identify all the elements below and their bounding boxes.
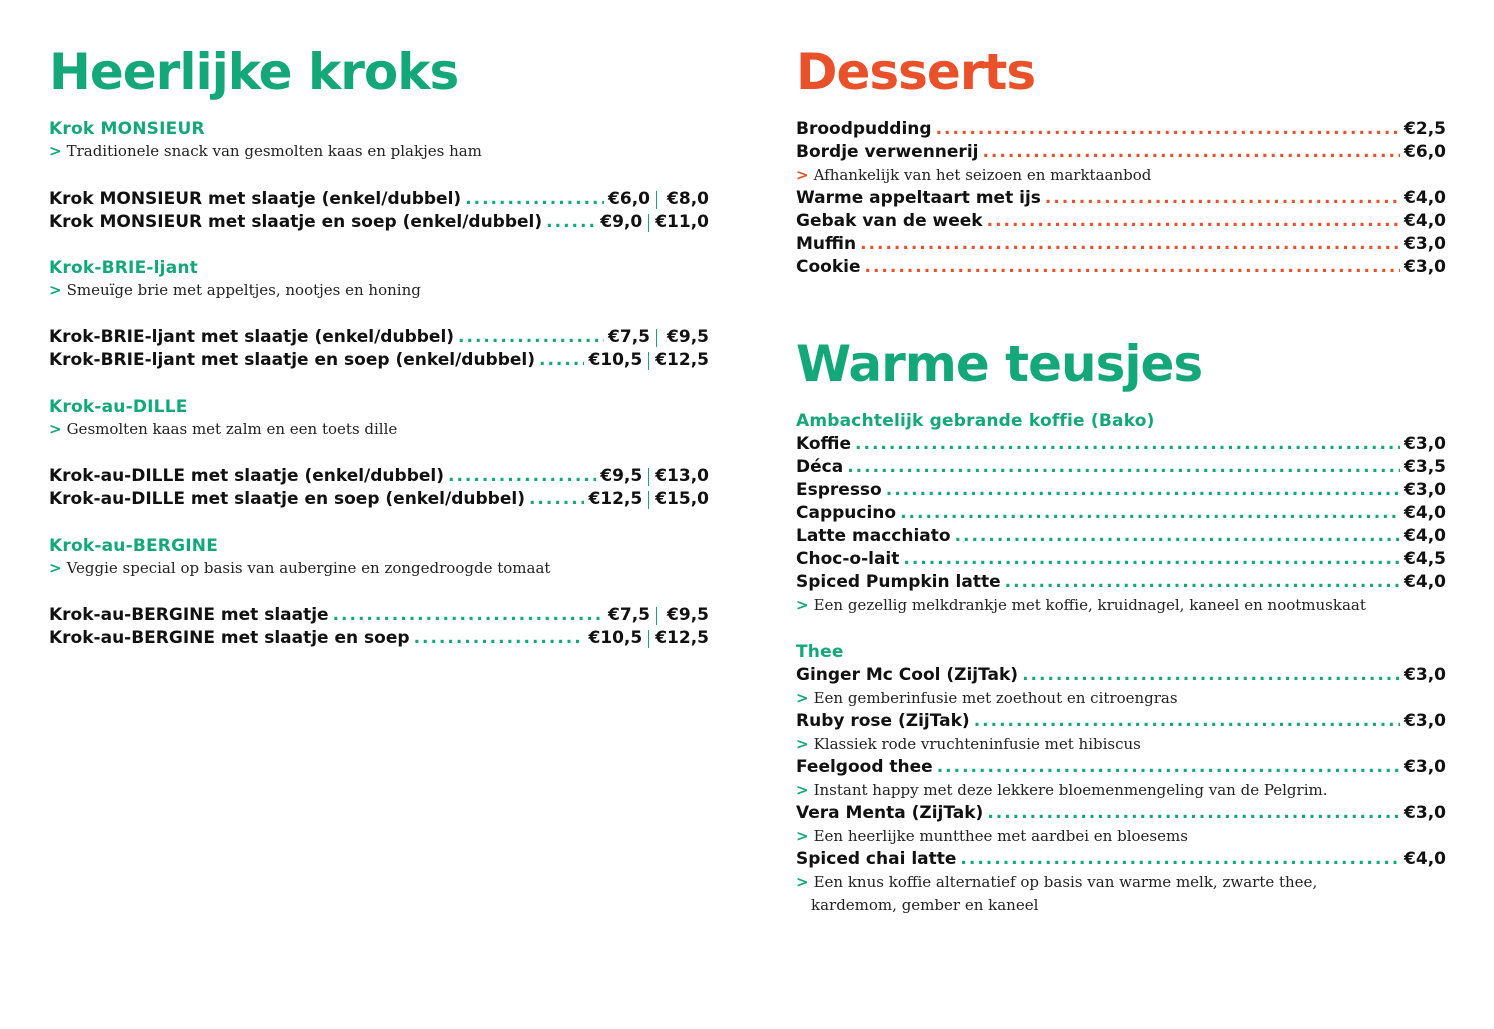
arrow-marker-icon: > bbox=[49, 559, 62, 577]
menu-item: Espresso ..... €3,0 bbox=[796, 479, 1446, 502]
arrow-marker-icon: > bbox=[796, 689, 809, 707]
menu-item: Choc-o-lait ..... €4,5 bbox=[796, 548, 1446, 571]
menu-item: Latte macchiato ..... €4,0 bbox=[796, 525, 1446, 548]
arrow-marker-icon: > bbox=[796, 781, 809, 799]
item-description: > Een gemberinfusie met zoethout en citroengras bbox=[796, 689, 1178, 707]
menu-item: Warme appeltaart met ijs ..... €4,0 bbox=[796, 187, 1446, 210]
section-heading: Krok-BRIE-ljant bbox=[49, 258, 198, 278]
krok-section bbox=[49, 258, 709, 301]
krok-section bbox=[49, 536, 709, 579]
item-description: > Afhankelijk van het seizoen en marktaanbod bbox=[796, 166, 1152, 184]
warm-drinks-title: Warme teusjes bbox=[796, 335, 1203, 393]
menu-item: Krok-au-BERGINE met slaatje ..... €7,5 €9,5 bbox=[49, 604, 709, 627]
menu-item: Gebak van de week ..... €4,0 bbox=[796, 210, 1446, 233]
menu-item: Krok MONSIEUR met slaatje en soep (enkel/dubbel) ..... €9,0 €11,0 bbox=[49, 211, 709, 234]
arrow-marker-icon: > bbox=[796, 827, 809, 845]
krok-section bbox=[49, 119, 709, 162]
menu-item: Bordje verwennerij ..... €6,0 bbox=[796, 141, 1446, 164]
desserts-title: Desserts bbox=[796, 43, 1036, 101]
menu-item: Ginger Mc Cool (ZijTak) ..... €3,0 bbox=[796, 664, 1446, 687]
arrow-marker-icon: > bbox=[796, 596, 809, 614]
menu-item: Krok-au-DILLE met slaatje (enkel/dubbel) ..... €9,5 €13,0 bbox=[49, 465, 709, 488]
menu-item: Krok-BRIE-ljant met slaatje en soep (enkel/dubbel) ..... €10,5 €12,5 bbox=[49, 349, 709, 372]
menu-item: Cappucino ..... €4,0 bbox=[796, 502, 1446, 525]
menu-item: Déca ..... €3,5 bbox=[796, 456, 1446, 479]
krok-section bbox=[49, 397, 709, 440]
menu-item: Krok MONSIEUR met slaatje (enkel/dubbel) ..... €6,0 €8,0 bbox=[49, 188, 709, 211]
section-heading: Ambachtelijk gebrande koffie (Bako) bbox=[796, 411, 1155, 431]
kroks-title: Heerlijke kroks bbox=[49, 43, 459, 101]
section-description: > Gesmolten kaas met zalm en een toets dille bbox=[49, 420, 398, 438]
item-description: > Een gezellig melkdrankje met koffie, kruidnagel, kaneel en nootmuskaat bbox=[796, 596, 1366, 614]
menu-item: Muffin ..... €3,0 bbox=[796, 233, 1446, 256]
section-heading: Krok MONSIEUR bbox=[49, 119, 205, 139]
menu-item: Vera Menta (ZijTak) ..... €3,0 bbox=[796, 802, 1446, 825]
menu-item: Koffie ..... €3,0 bbox=[796, 433, 1446, 456]
menu-item: Ruby rose (ZijTak) ..... €3,0 bbox=[796, 710, 1446, 733]
section-description: > Veggie special op basis van aubergine en zongedroogde tomaat bbox=[49, 559, 551, 577]
krok-items bbox=[49, 326, 709, 372]
section-heading: Krok-au-DILLE bbox=[49, 397, 188, 417]
arrow-marker-icon: > bbox=[796, 735, 809, 753]
item-description: > Een heerlijke muntthee met aardbei en bloesems bbox=[796, 827, 1188, 845]
desserts-list bbox=[796, 118, 1446, 279]
arrow-marker-icon: > bbox=[49, 420, 62, 438]
menu-item: Krok-BRIE-ljant met slaatje (enkel/dubbel) ..... €7,5 €9,5 bbox=[49, 326, 709, 349]
item-description-continued: kardemom, gember en kaneel bbox=[811, 896, 1039, 914]
arrow-marker-icon: > bbox=[796, 166, 809, 184]
menu-item: Krok-au-DILLE met slaatje en soep (enkel/dubbel) ..... €12,5 €15,0 bbox=[49, 488, 709, 511]
menu-item: Spiced chai latte ..... €4,0 bbox=[796, 848, 1446, 871]
menu-item: Cookie ..... €3,0 bbox=[796, 256, 1446, 279]
menu-item: Krok-au-BERGINE met slaatje en soep ..... €10,5 €12,5 bbox=[49, 627, 709, 650]
coffee-list bbox=[796, 411, 1446, 617]
item-description: > Instant happy met deze lekkere bloemenmengeling van de Pelgrim. bbox=[796, 781, 1328, 799]
section-description: > Traditionele snack van gesmolten kaas en plakjes ham bbox=[49, 142, 482, 160]
arrow-marker-icon: > bbox=[796, 873, 809, 891]
krok-items bbox=[49, 465, 709, 511]
item-description: > Een knus koffie alternatief op basis van warme melk, zwarte thee, bbox=[796, 873, 1318, 891]
section-description: > Smeuïge brie met appeltjes, nootjes en honing bbox=[49, 281, 421, 299]
menu-item: Feelgood thee ..... €3,0 bbox=[796, 756, 1446, 779]
section-heading: Krok-au-BERGINE bbox=[49, 536, 219, 556]
tea-list bbox=[796, 642, 1446, 917]
menu-item: Spiced Pumpkin latte ..... €4,0 bbox=[796, 571, 1446, 594]
menu-item: Broodpudding ..... €2,5 bbox=[796, 118, 1446, 141]
arrow-marker-icon: > bbox=[49, 281, 62, 299]
krok-items bbox=[49, 188, 709, 234]
section-heading: Thee bbox=[796, 642, 844, 662]
arrow-marker-icon: > bbox=[49, 142, 62, 160]
item-description: > Klassiek rode vruchteninfusie met hibiscus bbox=[796, 735, 1141, 753]
krok-items bbox=[49, 604, 709, 650]
